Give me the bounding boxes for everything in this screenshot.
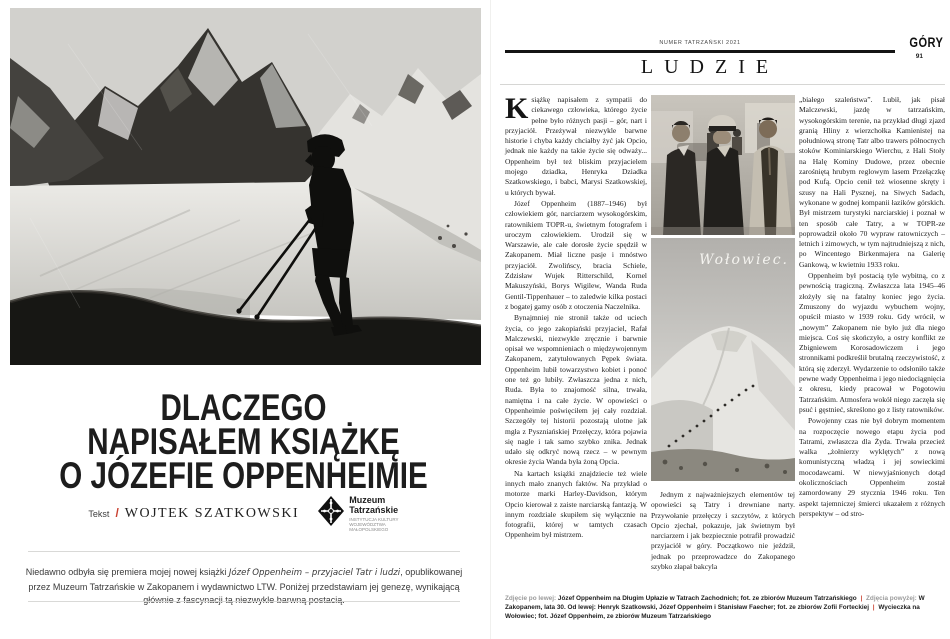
book-title: Józef Oppenheim – przyjaciel Tatr i ludzi: [228, 568, 401, 578]
magazine-logo: GÓRY: [909, 35, 943, 50]
page-number: 91: [915, 53, 923, 60]
issue-label: NUMER TATRZAŃSKI 2021: [659, 40, 741, 46]
paragraph: „białego szaleństwa”. Lubił, jak pisał Malczewski, jazdę w tatrzańskim, wysokogórskim terenie, na przykład długi zjazd granią Hliny z wierzchołka Kamienistej na południową stronę Tatr albo trawers północnych stoków Kominiarskiego Wierchu, z Hali Stoły na Halę Kominy Dudowe, przez obecnie zarośniętą hrubym reglowym lasem Przełączkę pod Kufą. Opcio cenił też wiosenne skręty i szusy na Hali Pysznej, na Siwych Sadach, wykonane w godnej kompanii łazików górskich. Był mistrzem turystyki narciarskiej i poznał w ten sposób całe Tatry, a w TOPR-ze poprowadził około 70 wypraw ratowniczych – letnich i zimowych, w tym najtrudniejszą z nich, po Wincentego Birkenmajera na Galerię Gankową, w kwietniu 1933 roku.: [799, 95, 946, 269]
intro-divider-bottom: [28, 601, 460, 602]
caption-label: Zdjęcia powyżej:: [864, 595, 917, 602]
paragraph: Bynajmniej nie stronił także od uciech życia, co jego zakopiański przyjaciel, Rafał Malczewski, niezwykle zręcznie i barwnie opisał we wspomnieniach o międzywojennym Zakopanem, zatytułowanych Pępek świata. Oppenheim lubił towarzystwo kobiet i ponoć one też go lubiły. Zwłaszcza jedna z nich, Ruda. Była to znajomość silna, trwała, namiętna i na całe życie. W opowieści o Oppenheimie poświęciłem jej cały rozdział. Szczegóły tej historii pozostają ulotne jak mgła z Pyszniańskiej Przełęczy, która pojawia się nagle i tak samo szybko znika. Jednak udało się odkryć nową rzecz – w pewnym okresie życia Wanda była żoną Opcia.: [505, 313, 647, 467]
paragraph: Książkę napisałem z sympatii do ciekawego człowieka, którego życie pełne było różnych pasji – gór, nart i przyjaciół. Przeżywał niezwykle barwne historie i chyba każdy chciałby żyć jak Opcio, jednak nie każdy na takie życie się odważy... Oppenheim był też bliskim przyjacielem mojego dziadka, Henryka Dziadka Szatkowskiego, i babci, Marysi Szatkowskiej, u których bywał.: [505, 92, 647, 197]
museum-tatrzanskie-logo: [318, 496, 398, 532]
caption-separator: |: [860, 595, 863, 602]
paragraph: Oppenheim był postacią tyle wybitną, co z pewnością tragiczną. Zwłaszcza lata 1945–46 złożyły się na fatalny koniec jego życia. Zmuszony do wyjazdu wybuchem wojny, opuścił miasto w 1939 roku. Gdy wrócił, w „nowym” Zakopanem nie było już dla niego miejsca. Coś się skończyło, a ostry konflikt ze Zbigniewem Korosadowiczem i jego stronnikami podkreślił brutalną rzeczywistość, z którą się zderzył. Wydarzenie to odsłoniło także pewne wady Oppenheima i jego niedociągnięcia z okresu, kiedy pracował w Pogotowiu Tatrzańskim. Atmosfera wokół niego zaczęła się psuć i gęstnieć, skreślono go z listy ratowników.: [799, 271, 945, 414]
photo-captions: [505, 594, 943, 621]
logo-name-line2: Tatrzańskie: [349, 504, 399, 515]
intro-paragraph: Niedawno odbyła się premiera mojej nowej książki Józef Oppenheim – przyjaciel Tatr i ludzi, opublikowanej przez Muzeum Tatrzańskie w Zakopanem i wydawnictwo LTW. Poniżej przedstawiam jej genezę, wynikającą głównie z fascynacji tą niezwykle barwną postacią.: [25, 567, 463, 605]
header-rule: [505, 50, 895, 53]
logo-name-line1: Muzeum: [349, 495, 386, 505]
drop-cap: K: [505, 92, 529, 125]
caption-label: Zdjęcie po lewej:: [505, 595, 557, 602]
byline-author: WOJTEK SZATKOWSKI: [124, 506, 300, 521]
section-title: LUDZIE: [640, 56, 780, 78]
caption-text: Józef Oppenheim na Długim Upłazie w Tatrach Zachodnich; fot. ze zbiorów Muzeum Tatrzańskiego: [556, 595, 859, 602]
byline-row: [0, 496, 487, 532]
column-3: [799, 95, 945, 519]
photo-handwritten-label: Wołowiec.: [699, 252, 789, 268]
museum-logo-text: [349, 496, 398, 532]
byline: [88, 506, 299, 522]
paragraph: Powojenny czas nie był dobrym momentem na rozpoczęcie nowego etapu życia pod Tatrami, zwłaszcza dla Żyda. Trwała przecież walka „żołnierzy wyklętych” z nową komunistyczną władzą i jej sowieckimi mocodawcami. W niewyjaśnionych dotąd okolicznościach Oppenheim został zamordowany 29 stycznia 1946 roku. Ten aspekt tajemniczej śmierci ukazałem z różnych perspektyw – od stro-: [799, 416, 945, 518]
photo-wolowiec-ski-tour: [651, 238, 795, 481]
section-rule: [500, 84, 945, 85]
hero-photo-skier-silhouette: [10, 8, 481, 365]
caption-text: W Zakopanem, lata 30. Od lewej: Henryk Szatkowski, Józef Oppenheim i Stanisław Faecher; fot. ze zbiorów Zofii Forteckiej: [505, 595, 925, 611]
title-line-3: O JÓZEFIE OPPENHEIMIE: [59, 454, 428, 496]
title-line-1: DLACZEGO: [160, 386, 327, 428]
right-page: [500, 0, 945, 639]
caption-text: Wycieczka na Wołowiec; fot. Józef Oppenheim, ze zbiorów Muzeum Tatrzańskiego: [505, 604, 920, 620]
paragraph: Na kartach książki znajdziecie też wiele innych mało znanych faktów. Na przykład o motorze marki Harley-Davidson, którym Opcio kierował z zaiste narciarską fantazją. W innym rozdziale skupiłem się wyłącznie na fotografii, której w tamtych czasach Oppenheim był mistrzem.: [505, 468, 647, 540]
byline-label: Tekst: [88, 509, 110, 519]
column-1: [505, 92, 647, 541]
title-line-2: NAPISAŁEM KSIĄŻKĘ: [87, 420, 400, 462]
photo-three-men-zakopane: [651, 95, 795, 235]
caption-separator: |: [872, 604, 875, 611]
museum-emblem-icon: [318, 496, 344, 526]
column-2: [651, 95, 795, 572]
article-title: [49, 386, 439, 496]
logo-subtitle: INSTYTUCJA KULTURY WOJEWÓDZTWA MAŁOPOLSKIEGO: [349, 517, 399, 532]
byline-separator: /: [115, 506, 119, 520]
column-2-paragraph: Jednym z najważniejszych elementów tej opowieści są Tatry i drewniane narty. Przywołanie przełęczy i szczytów, z których Opcio zjechał, pokazuje, jak świetnym był narciarzem i jak bezpiecznie potrafił prowadzić przyjaciół w góry. Początkowo nie jeździł, jednak po przeprowadzce do Zakopanego szybko złapał bakcyla: [651, 490, 795, 572]
page-gutter-divider: [490, 0, 491, 639]
intro-divider-top: [28, 551, 460, 552]
paragraph: Józef Oppenheim (1887–1946) był człowiekiem gór, narciarzem wysokogórskim, ratownikiem TOPR-u, świetnym fotografem i uroczym człowiekiem. Urodził się w Warszawie, ale całe dorosłe życie spędził w Zakopanem. Miał liczne pasje i mnóstwo przyjaciół. Zwolińscy, bracia Schiele, Zdzisław Wujek Ritterschild, Kornel Makuszyński, Borys Wigilew, Wanda Ruda Gentil-Tippenhauer – to zaledwie kilka postaci z bogatej gamy osób z otoczenia Naczelnika.: [505, 198, 647, 311]
